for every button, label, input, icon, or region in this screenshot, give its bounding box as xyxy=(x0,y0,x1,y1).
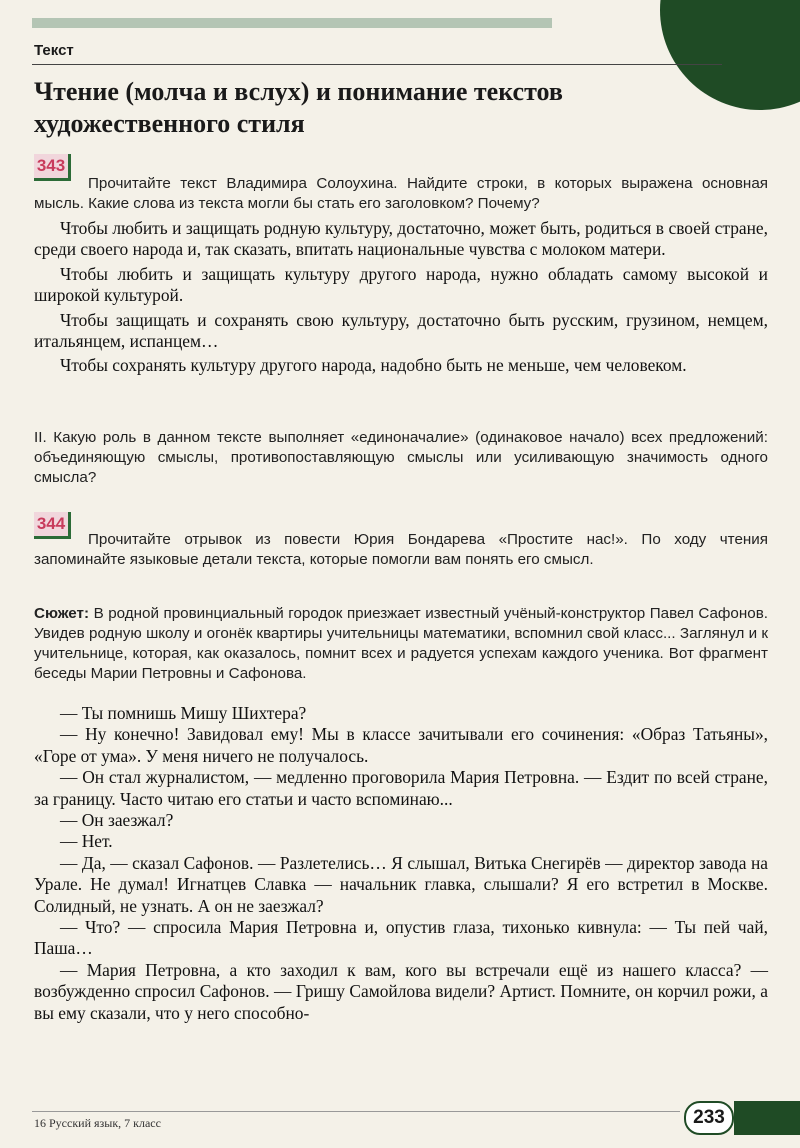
dialogue-line: — Он заезжал? xyxy=(60,810,174,831)
exercise-343-question: II. Какую роль в данном тексте выполняет «единоначалие» (одинаковое начало) всех предложений: объединяющую смыслы, противопоставляющую смыслы или усиливающую значимость одного смысла? xyxy=(34,429,768,486)
section-label: Текст xyxy=(34,42,74,59)
page-number-bar xyxy=(734,1101,800,1135)
header-rule xyxy=(32,18,552,28)
plot-summary xyxy=(34,604,768,684)
dialogue-line: — Ты помнишь Мишу Шихтера? xyxy=(60,703,307,723)
plot-text: В родной провинциальный городок приезжает известный учёный-конструктор Павел Сафонов. Увидев родную школу и огонёк квартиры учительницы математики, вспомнил свой класс... Заглянул и к учительнице, которая, как оказалось, помнит всех и радуется успехам каждого ученика. Вот фрагмент беседы Марии Петровны и Сафонова. xyxy=(34,605,768,682)
page-number: 233 xyxy=(684,1101,734,1135)
dialogue-line: — Да, — сказал Сафонов. — Разлетелись… Я слышал, Витька Снегирёв — директор завода на Урале. Не думал! Игнатцев Славка — начальник главка, слышали? Я его встретил в Москве. Солидный, не узнать. А он не заезжал? xyxy=(34,852,768,916)
exercise-343-task xyxy=(34,174,768,214)
dialogue-line: — Что? — спросила Мария Петровна и, опустив глаза, тихонько кивнула: — Ты пей чай, Паша… xyxy=(34,917,768,959)
page-title: Чтение (молча и вслух) и понимание текстов художественного стиля xyxy=(34,77,563,139)
exercise-344-instruction: Прочитайте отрывок из повести Юрия Бондарева «Простите нас!». По ходу чтения запоминайте языковые детали текста, которые помогли вам понять его смысл. xyxy=(34,531,768,568)
text-paragraph: Чтобы защищать и сохранять свою культуру, достаточно быть русским, грузином, немцем, итальянцем, испанцем… xyxy=(34,309,768,352)
exercise-343-number: 343 xyxy=(34,154,71,181)
exercise-343-text xyxy=(34,218,768,377)
exercise-343-instruction: Прочитайте текст Владимира Солоухина. Найдите строки, в которых выражена основная мысль. Какие слова из текста могли бы стать его заголовком? Почему? xyxy=(34,175,768,212)
dialogue xyxy=(34,703,768,1024)
text-paragraph: Чтобы сохранять культуру другого народа, надобно быть не меньше, чем человеком. xyxy=(60,355,687,376)
section-divider xyxy=(32,64,722,65)
plot-label: Сюжет: xyxy=(34,605,90,622)
footer-book-info: 16 Русский язык, 7 класс xyxy=(34,1116,161,1130)
text-paragraph: Чтобы любить и защищать культуру другого народа, нужно обладать самому высокой и широкой культурой. xyxy=(34,263,768,306)
footer-rule xyxy=(32,1111,680,1112)
dialogue-line: — Ну конечно! Завидовал ему! Мы в классе зачитывали его сочинения: «Образ Татьяны», «Горе от ума». У меня ничего не получалось. xyxy=(34,724,768,766)
text-paragraph: Чтобы любить и защищать родную культуру, достаточно, может быть, родиться в своей стране, среди своего народа и, так сказать, впитать национальные чувства с молоком матери. xyxy=(34,218,768,260)
exercise-344-task xyxy=(34,530,768,570)
dialogue-line: — Нет. xyxy=(60,831,113,852)
dialogue-line: — Он стал журналистом, — медленно проговорила Мария Петровна. — Ездит по всей стране, за границу. Часто читаю его статьи и часто вспоминаю... xyxy=(34,767,768,809)
exercise-344-number: 344 xyxy=(34,512,71,539)
dialogue-line: — Мария Петровна, а кто заходил к вам, кого вы встречали ещё из нашего класса? — возбужденно спросил Сафонов. — Гришу Самойлова видели? Артист. Помните, он корчил рожи, а вы ему сказали, что у него способно- xyxy=(34,959,768,1023)
